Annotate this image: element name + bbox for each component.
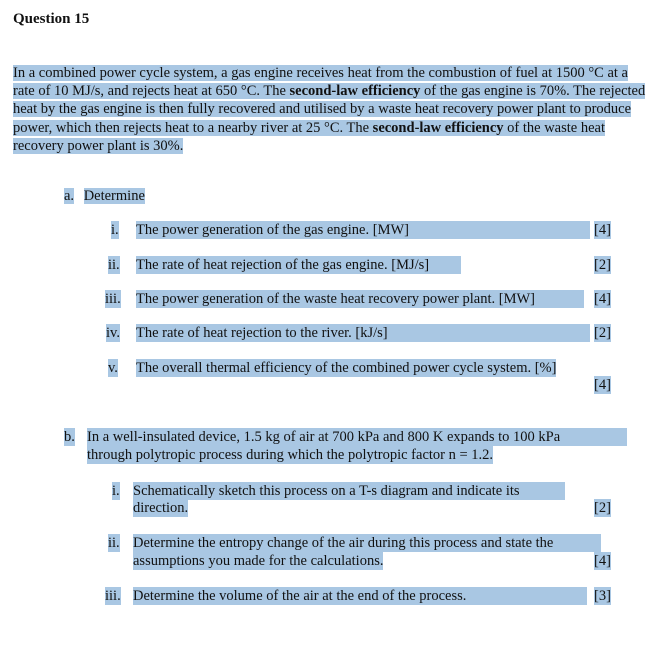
part-a-item-marks: [2] <box>594 257 611 273</box>
part-b-item-line-1: Determine the volume of the air at the end of the process. <box>133 587 587 605</box>
question-title: Question 15 <box>13 11 90 27</box>
part-b-item-line-2: direction. <box>133 500 189 516</box>
part-a-item-num: i. <box>111 222 119 238</box>
part-b-item-marks: [4] <box>594 553 611 569</box>
intro-text-3: of the waste heat recovery power plant is 30%. <box>13 119 606 154</box>
part-a <box>64 187 145 205</box>
part-b-item-marks: [3] <box>594 588 611 604</box>
part-a-label: a. <box>64 188 75 204</box>
part-a-item-num: v. <box>108 360 118 376</box>
intro-text-2: of the gas engine is 70%. The rejected heat by the gas engine is then fully recovered and utilised by a waste heat recovery power plant to produce power, which then rejects heat to a nearby river at 25 °C. The <box>13 83 646 136</box>
question-intro <box>13 64 649 155</box>
part-a-item-marks: [2] <box>594 325 611 341</box>
part-b-item-line-2: assumptions you made for the calculations. <box>133 553 384 569</box>
part-b-line-2: through polytropic process during which the polytropic factor n = 1.2. <box>87 447 494 463</box>
part-b-item-num: ii. <box>108 535 120 551</box>
part-b-item-marks: [2] <box>594 500 611 516</box>
part-a-item-num: iv. <box>106 325 120 341</box>
intro-bold-1: second-law efficiency <box>289 83 421 100</box>
part-b-item-num: i. <box>112 483 120 499</box>
part-a-item-num: ii. <box>108 257 120 273</box>
part-a-item-text: The power generation of the waste heat recovery power plant. [MW] <box>136 290 584 308</box>
part-b-item-num: iii. <box>105 588 121 604</box>
part-a-item-marks: [4] <box>594 377 611 393</box>
part-a-item-text: The rate of heat rejection to the river. [kJ/s] <box>136 324 590 342</box>
part-b-item-line-1: Schematically sketch this process on a T-s diagram and indicate its <box>133 482 565 500</box>
part-b-line-1: In a well-insulated device, 1.5 kg of air at 700 kPa and 800 K expands to 100 kPa <box>87 428 627 446</box>
part-a-item-marks: [4] <box>594 291 611 307</box>
part-a-item-text: The overall thermal efficiency of the combined power cycle system. [%] <box>136 360 557 376</box>
part-a-text: Determine <box>83 188 145 204</box>
part-b-label: b. <box>64 429 75 445</box>
part-a-item-text: The rate of heat rejection of the gas engine. [MJ/s] <box>136 256 461 274</box>
part-b-item-line-1: Determine the entropy change of the air during this process and state the <box>133 534 601 552</box>
intro-bold-2: second-law efficiency <box>372 119 504 136</box>
part-a-item-marks: [4] <box>594 222 611 238</box>
intro-text-1: In a combined power cycle system, a gas engine receives heat from the combustion of fuel at 1500 °C at a rate of 10 MJ/s, and rejects heat at 650 °C. The <box>13 65 628 100</box>
part-a-item-text: The power generation of the gas engine. [MW] <box>136 221 590 239</box>
part-a-item-num: iii. <box>105 291 121 307</box>
